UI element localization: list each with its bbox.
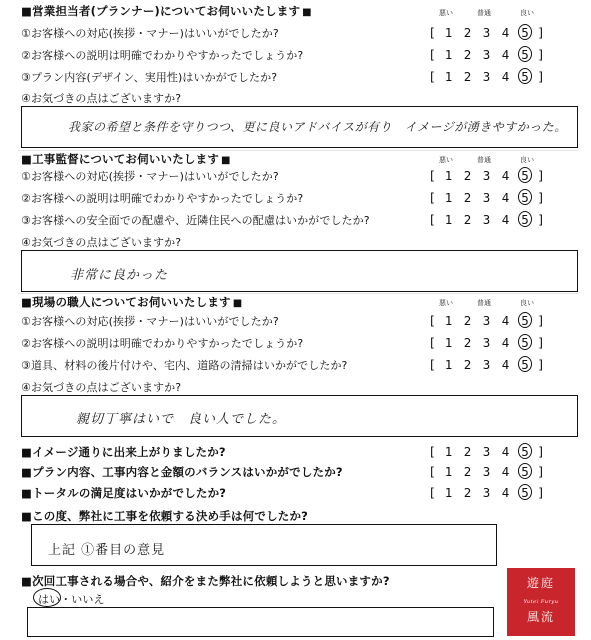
rating-option[interactable]: 3 — [482, 444, 491, 459]
rating-option[interactable]: 2 — [463, 190, 472, 205]
yes-selected-circle — [33, 588, 61, 607]
rating-bracket-close: ] — [537, 464, 545, 479]
rating-option-selected[interactable]: 5 — [518, 24, 532, 40]
rating-bracket-open: [ — [428, 168, 436, 183]
rating-option[interactable]: 4 — [501, 25, 510, 40]
rating-option[interactable]: 3 — [482, 464, 491, 479]
rating-scale — [425, 68, 548, 84]
section1-comment-prompt: ④お気づきの点はございますか? — [21, 92, 182, 105]
rating-option[interactable]: 1 — [444, 444, 453, 459]
rating-option[interactable]: 2 — [463, 464, 472, 479]
rating-scale — [425, 167, 548, 183]
scale-label-normal: 普通 — [477, 9, 491, 17]
rating-bracket-close: ] — [537, 69, 545, 84]
rating-bracket-close: ] — [537, 313, 545, 328]
rating-bracket-close: ] — [537, 357, 545, 372]
rating-bracket-close: ] — [537, 25, 545, 40]
rating-scale — [425, 24, 548, 40]
rating-bracket-open: [ — [428, 444, 436, 459]
rating-option[interactable]: 1 — [444, 464, 453, 479]
stamp-kanji-top: 遊庭 — [526, 576, 555, 590]
rating-option[interactable]: 1 — [444, 69, 453, 84]
rating-option[interactable]: 1 — [444, 335, 453, 350]
rating-option[interactable]: 3 — [482, 168, 491, 183]
rating-option[interactable]: 4 — [501, 69, 510, 84]
rating-option-selected[interactable]: 5 — [518, 46, 532, 62]
rating-bracket-close: ] — [537, 444, 545, 459]
rating-option[interactable]: 2 — [463, 357, 472, 372]
rating-option[interactable]: 4 — [501, 47, 510, 62]
scale-label-normal: 普通 — [477, 156, 491, 164]
scale-label-poor: 悪い — [439, 9, 453, 17]
rating-option[interactable]: 3 — [482, 485, 491, 500]
scale-label-poor: 悪い — [439, 299, 453, 307]
rating-option-selected[interactable]: 5 — [518, 68, 532, 84]
rating-option-selected[interactable]: 5 — [518, 484, 532, 500]
rating-option[interactable]: 3 — [482, 47, 491, 62]
rating-option[interactable]: 4 — [501, 212, 510, 227]
rating-option[interactable]: 1 — [444, 485, 453, 500]
section3-comment-prompt: ④お気づきの点はございますか? — [21, 381, 182, 394]
rating-option[interactable]: 4 — [501, 168, 510, 183]
section3-comment-handwriting: 親切丁寧はいで 良い人でした。 — [76, 412, 287, 427]
section1-comment-handwriting: 我家の希望と条件を守りつつ、更に良いアドバイスが有り イメージが湧きやすかった。 — [68, 120, 567, 134]
section2-question-1: ①お客様への対応(挨拶・マナー)はいいがでしたか? — [21, 170, 279, 183]
rating-option-selected[interactable]: 5 — [518, 167, 532, 183]
rating-bracket-close: ] — [537, 47, 545, 62]
rating-option[interactable]: 3 — [482, 313, 491, 328]
scale-label-good: 良い — [520, 9, 534, 17]
rating-option[interactable]: 4 — [501, 335, 510, 350]
decision-question: ■この度、弊社に工事を依頼する決め手は何でしたか? — [21, 509, 309, 523]
rating-bracket-open: [ — [428, 485, 436, 500]
rating-option[interactable]: 3 — [482, 212, 491, 227]
rating-bracket-open: [ — [428, 190, 436, 205]
section1-question-3: ③プラン内容(デザイン、実用性)はいかがでしたか? — [21, 71, 278, 84]
rating-option-selected[interactable]: 5 — [518, 211, 532, 227]
overall-question-3: ■トータルの満足度はいかがでしたか? — [21, 486, 227, 500]
rating-option-selected[interactable]: 5 — [518, 463, 532, 479]
rating-scale — [425, 312, 548, 328]
rating-option[interactable]: 2 — [463, 25, 472, 40]
section1-question-1: ①お客様への対応(挨拶・マナー)はいいがでしたか? — [21, 27, 279, 40]
rating-option[interactable]: 1 — [444, 25, 453, 40]
rating-option[interactable]: 4 — [501, 313, 510, 328]
scale-label-normal: 普通 — [477, 299, 491, 307]
rating-option[interactable]: 4 — [501, 357, 510, 372]
rating-option[interactable]: 2 — [463, 168, 472, 183]
rating-option[interactable]: 3 — [482, 25, 491, 40]
rating-option[interactable]: 2 — [463, 212, 472, 227]
rating-option-selected[interactable]: 5 — [518, 189, 532, 205]
rating-scale — [425, 463, 548, 479]
rating-option-selected[interactable]: 5 — [518, 443, 532, 459]
rating-bracket-close: ] — [537, 485, 545, 500]
rating-bracket-close: ] — [537, 168, 545, 183]
next-work-options: はい・いいえ — [38, 593, 105, 606]
rating-scale — [425, 189, 548, 205]
rating-bracket-open: [ — [428, 212, 436, 227]
stamp-roman-text: Yutei Furyu — [523, 599, 559, 605]
rating-bracket-close: ] — [537, 190, 545, 205]
rating-option[interactable]: 1 — [444, 168, 453, 183]
rating-option[interactable]: 2 — [463, 313, 472, 328]
rating-option[interactable]: 3 — [482, 69, 491, 84]
section1-heading: ■営業担当者(プランナー)についてお伺いいたします ■ — [21, 4, 312, 18]
rating-scale — [425, 484, 548, 500]
section3-question-3: ③道具、材料の後片付けや、宅内、道路の清掃はいかがでしたか? — [21, 359, 348, 372]
rating-option-selected[interactable]: 5 — [518, 356, 532, 372]
rating-bracket-open: [ — [428, 47, 436, 62]
rating-scale — [425, 211, 548, 227]
rating-option[interactable]: 2 — [463, 47, 472, 62]
rating-option-selected[interactable]: 5 — [518, 312, 532, 328]
rating-option-selected[interactable]: 5 — [518, 334, 532, 350]
rating-scale — [425, 46, 548, 62]
rating-option[interactable]: 3 — [482, 190, 491, 205]
section2-comment-handwriting: 非常に良かった — [70, 268, 169, 283]
rating-option[interactable]: 4 — [501, 485, 510, 500]
rating-scale — [425, 443, 548, 459]
rating-option[interactable]: 2 — [463, 335, 472, 350]
rating-bracket-open: [ — [428, 313, 436, 328]
rating-bracket-open: [ — [428, 69, 436, 84]
rating-option[interactable]: 1 — [444, 357, 453, 372]
rating-option[interactable]: 2 — [463, 69, 472, 84]
section2-heading: ■工事監督についてお伺いいたします ■ — [21, 152, 231, 166]
rating-bracket-open: [ — [428, 357, 436, 372]
rating-bracket-close: ] — [537, 212, 545, 227]
rating-option[interactable]: 2 — [463, 444, 472, 459]
overall-question-2: ■プラン内容、工事内容と金額のバランスはいかがでしたか? — [21, 465, 343, 479]
rating-bracket-close: ] — [537, 335, 545, 350]
rating-option[interactable]: 2 — [463, 485, 472, 500]
scale-label-good: 良い — [520, 299, 534, 307]
rating-scale — [425, 356, 548, 372]
decision-answer-handwriting: 上記 ①番目の意見 — [48, 543, 166, 558]
section3-question-2: ②お客様への説明は明確でわかりやすかったでしょうか? — [21, 337, 304, 350]
next-work-answer-box — [27, 607, 494, 637]
rating-bracket-open: [ — [428, 335, 436, 350]
rating-bracket-open: [ — [428, 25, 436, 40]
scale-label-poor: 悪い — [439, 156, 453, 164]
section1-question-2: ②お客様への説明は明確でわかりやすかったでしょうか? — [21, 49, 304, 62]
overall-question-1: ■イメージ通りに出来上がりましたか? — [21, 445, 226, 459]
section2-question-3: ③お客様への安全面での配慮や、近隣住民への配慮はいかがでしたか? — [21, 214, 370, 227]
rating-option[interactable]: 4 — [501, 464, 510, 479]
rating-option[interactable]: 4 — [501, 190, 510, 205]
stamp-kanji-bottom: 風流 — [526, 610, 555, 624]
rating-option[interactable]: 1 — [444, 313, 453, 328]
rating-option[interactable]: 3 — [482, 335, 491, 350]
rating-option[interactable]: 1 — [444, 190, 453, 205]
section3-heading: ■現場の職人についてお伺いいたします ■ — [21, 295, 243, 309]
rating-option[interactable]: 1 — [444, 47, 453, 62]
scale-label-good: 良い — [520, 156, 534, 164]
rating-scale — [425, 334, 548, 350]
rating-option[interactable]: 4 — [501, 444, 510, 459]
section2-question-2: ②お客様への説明は明確でわかりやすかったでしょうか? — [21, 192, 304, 205]
section3-question-1: ①お客様への対応(挨拶・マナー)はいいがでしたか? — [21, 315, 279, 328]
section2-comment-prompt: ④お気づきの点はございますか? — [21, 236, 182, 249]
rating-option[interactable]: 1 — [444, 212, 453, 227]
next-work-question: ■次回工事される場合や、紹介をまた弊社に依頼しようと思いますか? — [21, 574, 390, 588]
rating-bracket-open: [ — [428, 464, 436, 479]
rating-option[interactable]: 3 — [482, 357, 491, 372]
company-seal-stamp — [507, 568, 575, 636]
